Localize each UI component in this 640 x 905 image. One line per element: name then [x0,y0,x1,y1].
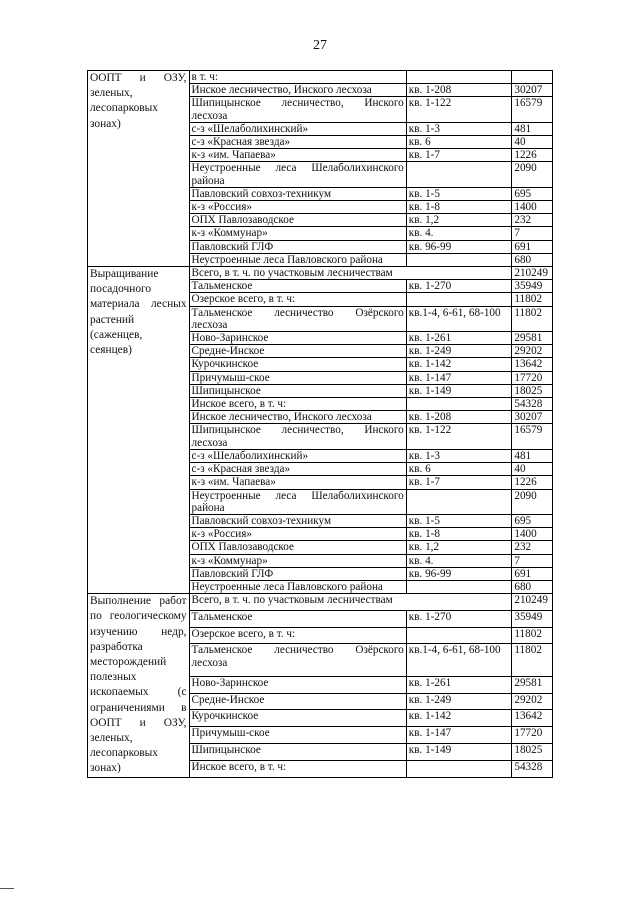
area-cell: 2090 [512,162,553,187]
area-cell: 210249 [512,594,553,611]
area-cell: 11802 [512,293,553,306]
quarters-cell: кв. 6 [406,136,512,149]
area-cell: 1400 [512,528,553,541]
forestry-cell: с-з «Красная звезда» [189,463,406,476]
forestry-cell: Шипицынское [189,384,406,397]
quarters-cell [406,398,512,411]
table-row [88,71,553,84]
quarters-cell [406,580,512,593]
quarters-cell: кв. 96-99 [406,567,512,580]
quarters-cell: кв. 1-249 [406,693,512,710]
area-cell: 29202 [512,345,553,358]
forestry-cell: к-з «Коммунар» [189,227,406,240]
area-cell: 29581 [512,332,553,345]
area-cell: 695 [512,187,553,200]
forestry-cell: Неустроенные леса Павловского района [189,580,406,593]
area-cell: 29581 [512,676,553,693]
quarters-cell [406,627,512,644]
area-cell: 54328 [512,760,553,777]
area-cell: 481 [512,449,553,462]
forestry-cell: Инское лесничество, Инского лесхоза [189,411,406,424]
quarters-cell: кв. 1-8 [406,201,512,214]
forestry-cell: Тальменское лесничество Озёрского лесхоза [189,644,406,676]
table-row [88,267,553,280]
forestry-cell: с-з «Шелаболихинский» [189,122,406,135]
area-cell: 18025 [512,384,553,397]
quarters-cell: кв. 1-142 [406,710,512,727]
area-cell: 35949 [512,610,553,627]
area-cell: 16579 [512,97,553,122]
quarters-cell: кв. 1-3 [406,449,512,462]
quarters-cell: кв. 1-8 [406,528,512,541]
area-cell: 17720 [512,727,553,744]
forestry-cell: в т. ч: [189,71,406,84]
quarters-cell: кв. 1-149 [406,384,512,397]
forestry-cell: Павловский ГЛФ [189,240,406,253]
area-cell: 7 [512,554,553,567]
forestry-cell: Причумыш-ское [189,371,406,384]
area-cell: 35949 [512,280,553,293]
area-cell: 1226 [512,149,553,162]
quarters-cell: кв. 1-147 [406,371,512,384]
quarters-cell: кв. 1-270 [406,610,512,627]
purpose-cell: ООПТ и ОЗУ, зеленых, лесопарковых зонах) [88,71,190,267]
forestry-cell: Озерское всего, в т. ч: [189,293,406,306]
area-cell: 29202 [512,693,553,710]
quarters-cell [406,71,512,84]
area-cell: 481 [512,122,553,135]
area-cell: 695 [512,514,553,527]
quarters-cell: кв. 1-7 [406,149,512,162]
area-cell: 40 [512,463,553,476]
area-cell: 691 [512,240,553,253]
quarters-cell: кв. 1-122 [406,424,512,449]
area-cell: 1226 [512,476,553,489]
forestry-cell: Причумыш-ское [189,727,406,744]
forestry-cell: Шипицынское лесничество, Инского лесхоза [189,97,406,122]
area-cell: 11802 [512,627,553,644]
quarters-cell: кв. 1-3 [406,122,512,135]
area-cell [512,71,553,84]
area-cell: 13642 [512,358,553,371]
area-cell: 232 [512,214,553,227]
forestry-cell: Средне-Инское [189,345,406,358]
quarters-cell: кв. 1-261 [406,332,512,345]
quarters-cell [406,760,512,777]
quarters-cell: кв. 1-5 [406,187,512,200]
area-cell: 210249 [512,267,553,280]
forestry-cell: с-з «Шелаболихинский» [189,449,406,462]
quarters-cell: кв.1-4, 6-61, 68-100 [406,306,512,331]
forestry-cell: Павловский ГЛФ [189,567,406,580]
quarters-cell [406,293,512,306]
forestry-cell: Тальменское [189,610,406,627]
forestry-cell: к-з «Коммунар» [189,554,406,567]
quarters-cell [406,162,512,187]
quarters-cell: кв. 96-99 [406,240,512,253]
area-cell: 680 [512,580,553,593]
quarters-cell: кв. 1-270 [406,280,512,293]
forestry-cell: ОПХ Павлозаводское [189,214,406,227]
margin-mark [0,888,14,889]
area-cell: 232 [512,541,553,554]
area-cell: 16579 [512,424,553,449]
area-cell: 30207 [512,411,553,424]
forestry-cell: Павловский совхоз-техникум [189,187,406,200]
forestry-cell: Всего, в т. ч. по участковым лесничествам [189,267,512,280]
area-cell: 30207 [512,84,553,97]
forest-use-table [87,70,553,778]
quarters-cell: кв.1-4, 6-61, 68-100 [406,644,512,676]
quarters-cell [406,489,512,514]
purpose-cell: Выращивание посадочного материала лесных растений (саженцев, сеянцев) [88,267,190,594]
quarters-cell [406,253,512,266]
area-cell: 1400 [512,201,553,214]
forestry-cell: Тальменское [189,280,406,293]
quarters-cell: кв. 1-147 [406,727,512,744]
forestry-cell: к-з «им. Чапаева» [189,476,406,489]
quarters-cell: кв. 1-261 [406,676,512,693]
area-cell: 17720 [512,371,553,384]
forestry-cell: Инское всего, в т. ч: [189,760,406,777]
area-cell: 691 [512,567,553,580]
quarters-cell: кв. 1-149 [406,743,512,760]
area-cell: 11802 [512,644,553,676]
quarters-cell: кв. 1-142 [406,358,512,371]
quarters-cell: кв. 1-208 [406,411,512,424]
forestry-cell: Курочкинское [189,710,406,727]
page-number: 27 [313,38,327,53]
quarters-cell: кв. 1-249 [406,345,512,358]
area-cell: 13642 [512,710,553,727]
quarters-cell: кв. 1-5 [406,514,512,527]
area-cell: 40 [512,136,553,149]
forestry-cell: к-з «Россия» [189,201,406,214]
forestry-cell: Инское лесничество, Инского лесхоза [189,84,406,97]
forestry-cell: Курочкинское [189,358,406,371]
forestry-cell: Павловский совхоз-техникум [189,514,406,527]
forestry-cell: Неустроенные леса Шелаболихинского района [189,489,406,514]
forestry-cell: Ново-Заринское [189,676,406,693]
forestry-cell: Озерское всего, в т. ч: [189,627,406,644]
forestry-cell: Инское всего, в т. ч: [189,398,406,411]
forestry-cell: к-з «Россия» [189,528,406,541]
quarters-cell: кв. 1-208 [406,84,512,97]
quarters-cell: кв. 4. [406,227,512,240]
quarters-cell: кв. 1,2 [406,541,512,554]
quarters-cell: кв. 1-7 [406,476,512,489]
forestry-cell: Шипицынское [189,743,406,760]
quarters-cell: кв. 6 [406,463,512,476]
forestry-cell: ОПХ Павлозаводское [189,541,406,554]
table-body [88,71,553,778]
table-row [88,594,553,611]
area-cell: 18025 [512,743,553,760]
area-cell: 7 [512,227,553,240]
purpose-cell: Выполнение работ по геологическому изучению недр, разработка месторождений полезных ископаемых (с ограничениями в ООПТ и ОЗУ, зеленых, лесопарковых зонах) [88,594,190,777]
area-cell: 11802 [512,306,553,331]
forestry-cell: Ново-Заринское [189,332,406,345]
forestry-cell: Тальменское лесничество Озёрского лесхоза [189,306,406,331]
forestry-cell: Средне-Инское [189,693,406,710]
forestry-cell: к-з «им. Чапаева» [189,149,406,162]
forestry-cell: Неустроенные леса Шелаболихинского района [189,162,406,187]
area-cell: 54328 [512,398,553,411]
quarters-cell: кв. 1-122 [406,97,512,122]
quarters-cell: кв. 1,2 [406,214,512,227]
forestry-cell: Всего, в т. ч. по участковым лесничествам [189,594,512,611]
quarters-cell: кв. 4. [406,554,512,567]
area-cell: 2090 [512,489,553,514]
forestry-cell: Неустроенные леса Павловского района [189,253,406,266]
area-cell: 680 [512,253,553,266]
forestry-cell: Шипицынское лесничество, Инского лесхоза [189,424,406,449]
forestry-cell: с-з «Красная звезда» [189,136,406,149]
